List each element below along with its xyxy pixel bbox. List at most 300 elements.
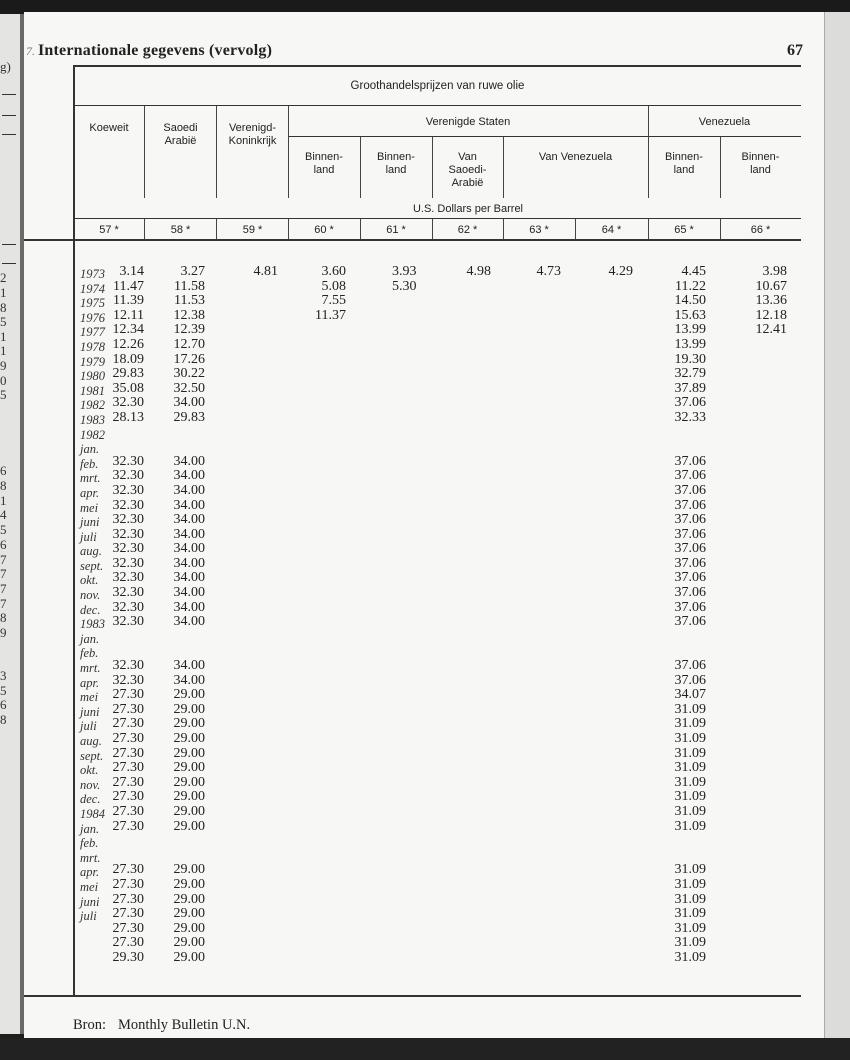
col-number: 66 * bbox=[750, 224, 771, 236]
table-cell: 34.00 bbox=[173, 395, 205, 411]
table-cell bbox=[80, 834, 144, 849]
facing-page-rule bbox=[2, 115, 16, 116]
table-cell: 34.00 bbox=[173, 555, 205, 571]
row-label: okt. bbox=[80, 763, 99, 778]
table-cell: 27.30 bbox=[112, 774, 144, 790]
facing-page-rule bbox=[2, 94, 16, 95]
table-cell: 11.39 bbox=[113, 293, 144, 309]
table-cell bbox=[648, 834, 706, 849]
row-label: sept. bbox=[80, 748, 104, 763]
row-label: juli bbox=[80, 909, 97, 924]
table-bottom-rule bbox=[24, 995, 801, 997]
col-header-vs-binnenland-2 bbox=[360, 151, 432, 177]
table-cell: 32.30 bbox=[112, 482, 144, 498]
data-column-koeweit bbox=[80, 265, 144, 966]
col-number: 64 * bbox=[601, 224, 622, 236]
table-cell: 4.98 bbox=[466, 264, 491, 279]
row-label: mrt. bbox=[80, 850, 101, 865]
table-cell: 34.00 bbox=[173, 570, 205, 586]
facing-page-number: 8 bbox=[0, 712, 7, 727]
table-cell: 5.30 bbox=[392, 278, 417, 294]
facing-page-number: 5 bbox=[0, 387, 7, 402]
table-cell: 29.00 bbox=[173, 876, 205, 892]
table-cell: 29.00 bbox=[173, 920, 205, 936]
table-cell: 32.30 bbox=[112, 599, 144, 615]
table-cell: 3.98 bbox=[762, 264, 787, 279]
page-title: Internationale gegevens (vervolg) bbox=[38, 42, 273, 59]
facing-page-number: 5 bbox=[0, 522, 7, 537]
row-label: 1983 bbox=[80, 617, 105, 632]
table-cell: 11.37 bbox=[315, 307, 346, 323]
header-line: Verenigd- bbox=[228, 122, 277, 134]
row-label: jan. bbox=[80, 631, 100, 646]
table-cell: 27.30 bbox=[112, 876, 144, 892]
facing-page-rule bbox=[2, 263, 16, 264]
facing-page-number: 6 bbox=[0, 463, 7, 478]
table-cell: 13.99 bbox=[674, 336, 706, 352]
table-cell: 29.00 bbox=[173, 862, 205, 878]
table-cell: 37.06 bbox=[674, 497, 706, 513]
row-label: 1977 bbox=[80, 325, 105, 340]
table-cell: 29.83 bbox=[173, 409, 205, 425]
table-cell: 29.00 bbox=[173, 891, 205, 907]
table-cell: 34.07 bbox=[674, 687, 706, 703]
facing-page-number: 4 bbox=[0, 507, 7, 522]
row-label: mrt. bbox=[80, 471, 101, 486]
table-cell: 34.00 bbox=[173, 497, 205, 513]
table-cell: 32.30 bbox=[112, 541, 144, 557]
colnum-divider bbox=[288, 219, 289, 239]
table-cell: 3.60 bbox=[321, 264, 346, 279]
table-cell: 34.00 bbox=[173, 672, 205, 688]
table-cell: 31.09 bbox=[674, 891, 706, 907]
table-cell: 27.30 bbox=[112, 760, 144, 776]
table-cell: 12.38 bbox=[173, 307, 205, 323]
row-label: aug. bbox=[80, 544, 102, 559]
table-cell bbox=[145, 630, 205, 645]
table-cell: 32.30 bbox=[112, 570, 144, 586]
table-cell: 18.09 bbox=[112, 351, 144, 367]
table-cell: 37.06 bbox=[674, 672, 706, 688]
table-cell: 12.11 bbox=[113, 307, 144, 323]
table-cell: 37.06 bbox=[674, 541, 706, 557]
header-line: Koninkrijk bbox=[228, 135, 277, 147]
row-label: juli bbox=[80, 529, 97, 544]
table-cell bbox=[648, 426, 706, 441]
table-cell: 32.30 bbox=[112, 453, 144, 469]
facing-page-number: 8 bbox=[0, 478, 7, 493]
table-cell: 31.09 bbox=[674, 745, 706, 761]
row-label: 1976 bbox=[80, 310, 105, 325]
table-cell: 35.08 bbox=[112, 380, 144, 396]
table-cell: 29.00 bbox=[173, 935, 205, 951]
table-cell: 34.00 bbox=[173, 541, 205, 557]
table-cell: 37.06 bbox=[674, 453, 706, 469]
data-column-vs-van-saoedi-arabie bbox=[432, 265, 491, 280]
table-cell: 4.73 bbox=[536, 264, 561, 279]
row-label: apr. bbox=[80, 865, 100, 880]
table-cell: 17.26 bbox=[173, 351, 205, 367]
header-bottom-rule bbox=[24, 239, 801, 241]
table-cell: 29.00 bbox=[173, 687, 205, 703]
table-cell: 3.27 bbox=[180, 264, 205, 279]
table-left-border bbox=[73, 67, 75, 995]
header-divider bbox=[648, 106, 649, 198]
table-cell: 10.67 bbox=[755, 278, 787, 294]
table-cell: 29.00 bbox=[173, 803, 205, 819]
header-divider bbox=[503, 137, 504, 198]
colnum-divider bbox=[432, 219, 433, 239]
table-cell: 15.63 bbox=[674, 307, 706, 323]
table-cell: 30.22 bbox=[173, 366, 205, 382]
facing-page-number: 9 bbox=[0, 358, 7, 373]
col-number: 63 * bbox=[529, 224, 549, 236]
table-cell: 32.30 bbox=[112, 585, 144, 601]
table-cell: 29.00 bbox=[173, 789, 205, 805]
facing-page-number: 8 bbox=[0, 300, 7, 315]
table-cell: 27.30 bbox=[112, 818, 144, 834]
table-cell: 27.30 bbox=[112, 803, 144, 819]
chapter-marker: 7. bbox=[26, 44, 35, 58]
facing-page-rule bbox=[2, 244, 16, 245]
table-cell: 11.58 bbox=[174, 278, 205, 294]
table-cell: 12.26 bbox=[112, 336, 144, 352]
header-line: Van bbox=[458, 151, 477, 163]
table-cell: 12.41 bbox=[755, 322, 787, 338]
top-rule bbox=[73, 65, 801, 67]
facing-page-number: 9 bbox=[0, 625, 7, 640]
data-column-venezuela-binnenland bbox=[648, 265, 706, 966]
table-cell: 12.39 bbox=[173, 322, 205, 338]
table-cell bbox=[80, 644, 144, 659]
data-column-verenigd-koninkrijk bbox=[217, 265, 278, 280]
table-cell: 37.06 bbox=[674, 468, 706, 484]
data-column-venezuela-binnenland-2 bbox=[720, 265, 787, 338]
unit-label: U.S. Dollars per Barrel bbox=[412, 203, 524, 215]
col-number: 58 * bbox=[170, 224, 191, 236]
table-cell: 11.47 bbox=[113, 278, 144, 294]
facing-page-number: 2 bbox=[0, 270, 7, 285]
table-cell: 34.00 bbox=[173, 482, 205, 498]
table-cell: 31.09 bbox=[674, 920, 706, 936]
data-column-saoedi-arabie bbox=[145, 265, 205, 966]
table-cell bbox=[648, 630, 706, 645]
table-cell: 37.06 bbox=[674, 570, 706, 586]
facing-page-number: 5 bbox=[0, 314, 7, 329]
col-header-saoedi-arabie bbox=[145, 122, 216, 148]
row-label: mei bbox=[80, 879, 99, 894]
table-cell: 32.30 bbox=[112, 512, 144, 528]
table-cell: 27.30 bbox=[112, 920, 144, 936]
facing-page-number: 6 bbox=[0, 537, 7, 552]
table-cell: 27.30 bbox=[112, 862, 144, 878]
table-cell: 7.55 bbox=[321, 293, 346, 309]
row-label: 1984 bbox=[80, 806, 105, 821]
row-label: nov. bbox=[80, 588, 101, 603]
table-cell: 32.30 bbox=[112, 555, 144, 571]
group-header-rule bbox=[288, 136, 801, 137]
table-cell: 37.06 bbox=[674, 585, 706, 601]
table-cell bbox=[80, 630, 144, 645]
table-cell: 29.30 bbox=[112, 949, 144, 965]
facing-page-rule bbox=[2, 134, 16, 135]
table-cell: 29.00 bbox=[173, 774, 205, 790]
table-cell: 3.14 bbox=[119, 264, 144, 279]
table-cell: 37.06 bbox=[674, 512, 706, 528]
table-cell: 13.36 bbox=[755, 293, 787, 309]
facing-page-number: 3 bbox=[0, 668, 7, 683]
row-label: 1982 bbox=[80, 427, 105, 442]
header-line: Saoedi- bbox=[448, 164, 487, 176]
row-label: 1980 bbox=[80, 369, 105, 384]
table-cell bbox=[145, 644, 205, 659]
colnum-divider bbox=[575, 219, 576, 239]
row-label: feb. bbox=[80, 836, 99, 851]
page-right-edge bbox=[824, 12, 850, 1038]
col-number: 60 * bbox=[314, 224, 334, 236]
colnum-divider bbox=[648, 219, 649, 239]
table-cell: 32.33 bbox=[674, 409, 706, 425]
table-cell: 29.00 bbox=[173, 716, 205, 732]
super-header-rule bbox=[74, 105, 801, 106]
table-cell: 31.09 bbox=[674, 701, 706, 717]
facing-page-number: 7 bbox=[0, 566, 7, 581]
header-line: Binnen- bbox=[305, 151, 343, 163]
table-cell: 34.00 bbox=[173, 614, 205, 630]
table-cell: 27.30 bbox=[112, 935, 144, 951]
table-cell bbox=[80, 426, 144, 441]
col-header-koeweit: Koeweit bbox=[89, 122, 129, 134]
table-cell: 32.30 bbox=[112, 672, 144, 688]
scan-bottom-border bbox=[0, 1038, 850, 1060]
table-cell: 28.13 bbox=[112, 409, 144, 425]
header-divider bbox=[216, 106, 217, 198]
table-cell bbox=[648, 849, 706, 864]
table-cell: 37.06 bbox=[674, 599, 706, 615]
colnum-divider bbox=[144, 219, 145, 239]
table-cell: 29.00 bbox=[173, 731, 205, 746]
table-cell: 32.50 bbox=[173, 380, 205, 396]
data-column-vs-van-venezuela-a bbox=[503, 265, 561, 280]
row-label: juni bbox=[80, 894, 100, 909]
data-column-vs-binnenland bbox=[288, 265, 346, 323]
table-cell: 37.06 bbox=[674, 395, 706, 411]
table-cell bbox=[80, 440, 144, 455]
table-cell bbox=[80, 849, 144, 864]
table-cell: 5.08 bbox=[321, 278, 346, 294]
colnum-divider bbox=[720, 219, 721, 239]
table-cell: 31.09 bbox=[674, 789, 706, 805]
table-cell: 31.09 bbox=[674, 935, 706, 951]
row-label: dec. bbox=[80, 602, 101, 617]
table-cell: 31.09 bbox=[674, 731, 706, 746]
table-cell bbox=[648, 440, 706, 455]
table-cell: 37.06 bbox=[674, 555, 706, 571]
table-cell: 31.09 bbox=[674, 818, 706, 834]
header-divider bbox=[432, 137, 433, 198]
table-cell: 29.83 bbox=[112, 366, 144, 382]
header-line: Binnen- bbox=[377, 151, 415, 163]
row-label: feb. bbox=[80, 456, 99, 471]
row-label: 1973 bbox=[80, 267, 105, 281]
table-cell: 37.06 bbox=[674, 614, 706, 630]
row-label: 1975 bbox=[80, 296, 105, 311]
header-line: Arabië bbox=[164, 135, 197, 147]
facing-page-number: 1 bbox=[0, 343, 7, 358]
table-cell: 32.79 bbox=[674, 366, 706, 382]
col-header-ven-binnenland bbox=[648, 151, 720, 177]
table-cell: 34.00 bbox=[173, 599, 205, 615]
row-label: 1979 bbox=[80, 354, 105, 369]
table-cell: 31.09 bbox=[674, 906, 706, 922]
table-cell: 13.99 bbox=[674, 322, 706, 338]
facing-page-number: 1 bbox=[0, 493, 7, 508]
table-cell: 31.09 bbox=[674, 862, 706, 878]
table-cell bbox=[648, 644, 706, 659]
header-divider bbox=[288, 106, 289, 198]
table-cell: 37.06 bbox=[674, 482, 706, 498]
row-label: mei bbox=[80, 690, 99, 705]
group-header-venezuela: Venezuela bbox=[698, 116, 751, 128]
colnum-divider bbox=[216, 219, 217, 239]
table-cell bbox=[145, 440, 205, 455]
table-cell: 12.70 bbox=[173, 336, 205, 352]
table-cell: 27.30 bbox=[112, 789, 144, 805]
header-line: Binnen- bbox=[741, 151, 780, 163]
table-cell: 19.30 bbox=[674, 351, 706, 367]
table-cell: 31.09 bbox=[674, 774, 706, 790]
header-line: land bbox=[385, 164, 407, 176]
table-cell: 11.22 bbox=[675, 278, 706, 294]
table-cell: 14.50 bbox=[674, 293, 706, 309]
table-cell: 34.00 bbox=[173, 526, 205, 542]
row-label: jan. bbox=[80, 821, 100, 836]
row-label: jan. bbox=[80, 442, 100, 457]
table-cell: 27.30 bbox=[112, 701, 144, 717]
row-label: mei bbox=[80, 500, 99, 515]
row-label: mrt. bbox=[80, 661, 101, 676]
table-cell: 32.30 bbox=[112, 497, 144, 513]
super-header: Groothandelsprijzen van ruwe olie bbox=[350, 80, 525, 92]
col-header-ven-binnenland-2 bbox=[720, 151, 801, 177]
col-header-vs-binnenland bbox=[288, 151, 360, 177]
col-number: 61 * bbox=[386, 224, 406, 236]
table-cell: 34.00 bbox=[173, 468, 205, 484]
table-cell: 31.09 bbox=[674, 716, 706, 732]
facing-page-number: 7 bbox=[0, 596, 7, 611]
table-cell: 34.00 bbox=[173, 453, 205, 469]
row-label: juni bbox=[80, 515, 100, 530]
row-label: apr. bbox=[80, 485, 100, 500]
table-cell: 31.09 bbox=[674, 760, 706, 776]
row-label: 1978 bbox=[80, 339, 105, 354]
table-cell: 31.09 bbox=[674, 949, 706, 965]
row-label: juli bbox=[80, 719, 97, 734]
facing-page-number: 6 bbox=[0, 697, 7, 712]
table-cell: 27.30 bbox=[112, 731, 144, 746]
table-cell: 4.81 bbox=[253, 264, 278, 279]
col-number: 57 * bbox=[99, 224, 119, 236]
row-label: dec. bbox=[80, 792, 101, 807]
facing-page-number: 1 bbox=[0, 329, 7, 344]
header-line: land bbox=[313, 164, 335, 176]
table-cell: 32.30 bbox=[112, 658, 144, 674]
table-cell: 32.30 bbox=[112, 468, 144, 484]
table-cell: 32.30 bbox=[112, 395, 144, 411]
table-cell: 34.00 bbox=[173, 585, 205, 601]
table-cell: 4.45 bbox=[681, 264, 706, 279]
table-cell: 29.00 bbox=[173, 906, 205, 922]
table-cell: 34.00 bbox=[173, 658, 205, 674]
row-label: okt. bbox=[80, 573, 99, 588]
row-label: 1982 bbox=[80, 398, 105, 413]
col-header-verenigd-koninkrijk bbox=[217, 122, 288, 148]
header-divider bbox=[720, 137, 721, 198]
row-label: sept. bbox=[80, 558, 104, 573]
col-number: 59 * bbox=[242, 224, 263, 236]
header-line: Saoedi bbox=[163, 122, 198, 134]
table-cell: 27.30 bbox=[112, 687, 144, 703]
header-divider bbox=[360, 137, 361, 198]
source-label: Bron: bbox=[73, 1017, 107, 1033]
table-cell: 37.89 bbox=[674, 380, 706, 396]
row-label: nov. bbox=[80, 777, 101, 792]
facing-page-number: 5 bbox=[0, 683, 7, 698]
facing-page-number: 1 bbox=[0, 285, 7, 300]
colnum-divider bbox=[503, 219, 504, 239]
data-column-vs-van-venezuela-b bbox=[575, 265, 633, 280]
col-number: 65 * bbox=[674, 224, 694, 236]
source-note bbox=[73, 1017, 262, 1034]
table-cell: 12.34 bbox=[112, 322, 144, 338]
table-cell: 29.00 bbox=[173, 701, 205, 717]
col-header-vs-van-saoedi-arabie bbox=[432, 151, 503, 190]
facing-page-number: 8 bbox=[0, 610, 7, 625]
unit-rule bbox=[74, 218, 801, 219]
table-cell: 32.30 bbox=[112, 526, 144, 542]
table-cell: 27.30 bbox=[112, 891, 144, 907]
facing-page-number: 7 bbox=[0, 552, 7, 567]
table-cell: 37.06 bbox=[674, 658, 706, 674]
header-line: land bbox=[673, 164, 695, 176]
table-cell: 4.29 bbox=[608, 264, 633, 279]
table-cell: 29.00 bbox=[173, 818, 205, 834]
table-cell: 27.30 bbox=[112, 906, 144, 922]
colnum-divider bbox=[360, 219, 361, 239]
table-cell: 29.00 bbox=[173, 745, 205, 761]
header-line: land bbox=[750, 164, 771, 176]
facing-page-edge bbox=[0, 14, 21, 1034]
row-label: feb. bbox=[80, 646, 99, 661]
table-cell: 29.00 bbox=[173, 760, 205, 776]
table-cell: 27.30 bbox=[112, 716, 144, 732]
table-cell: 31.09 bbox=[674, 803, 706, 819]
source-text: Monthly Bulletin U.N. bbox=[118, 1017, 251, 1033]
row-label: 1983 bbox=[80, 412, 105, 427]
header-divider bbox=[144, 106, 145, 198]
table-cell: 3.93 bbox=[392, 264, 417, 279]
col-number: 62 * bbox=[457, 224, 478, 236]
table-cell bbox=[145, 834, 205, 849]
row-label: juni bbox=[80, 704, 100, 719]
row-label: 1981 bbox=[80, 383, 105, 398]
table-cell bbox=[145, 426, 205, 441]
facing-page-fragment: g) bbox=[0, 59, 11, 74]
table-cell: 31.09 bbox=[674, 876, 706, 892]
table-cell: 27.30 bbox=[112, 745, 144, 761]
row-label: apr. bbox=[80, 675, 100, 690]
table-cell: 37.06 bbox=[674, 526, 706, 542]
